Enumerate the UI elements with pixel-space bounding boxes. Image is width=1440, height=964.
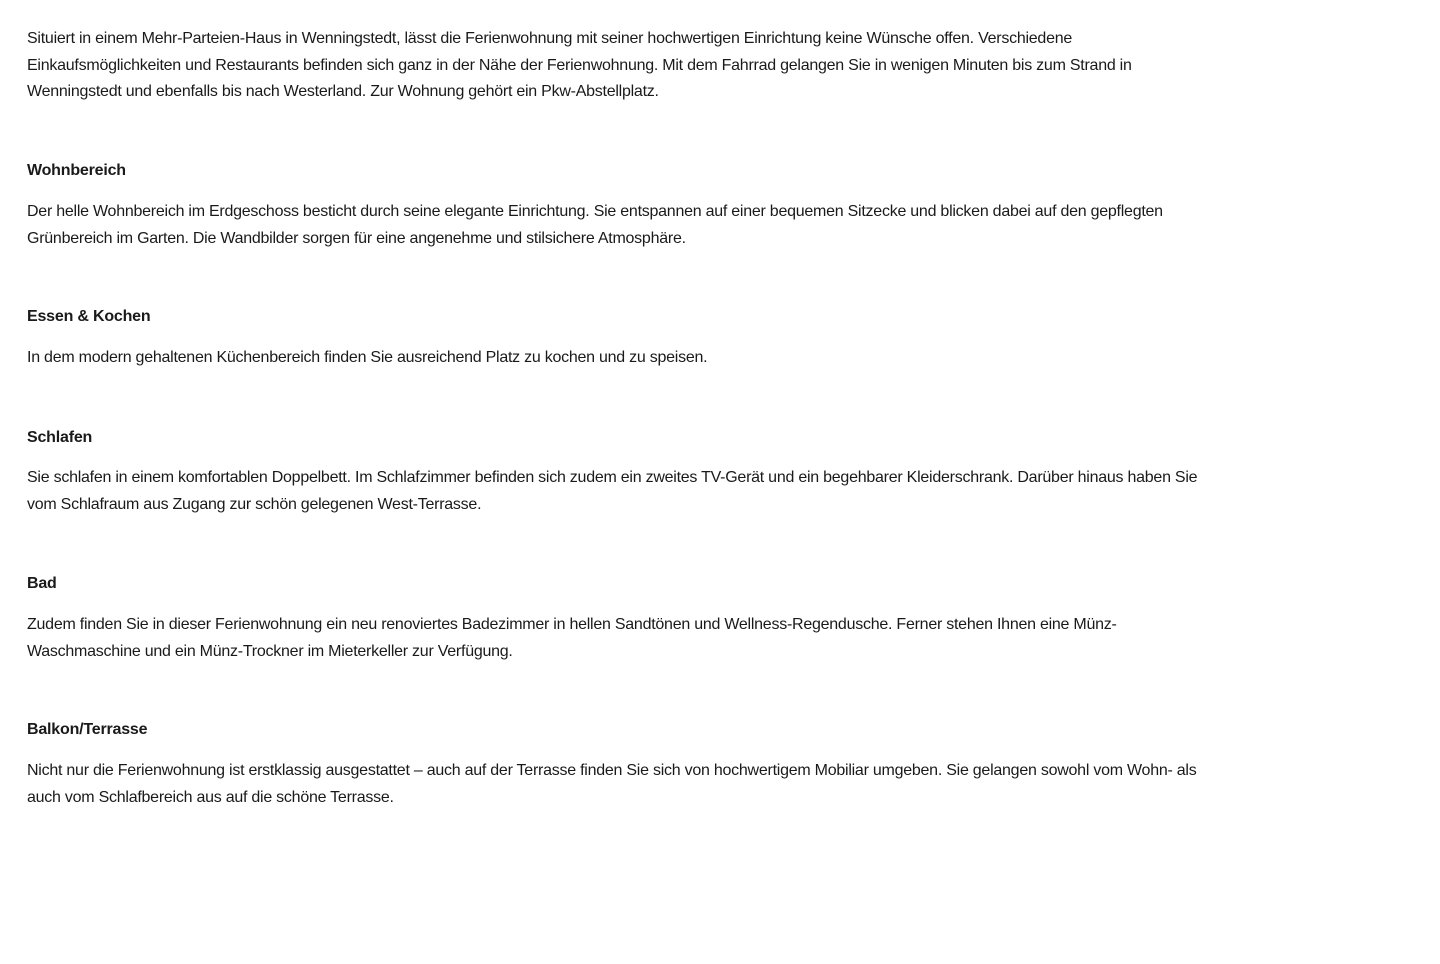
section-text-schlafen — [27, 465, 1197, 518]
text-line: Waschmaschine und ein Münz-Trockner im Mieterkeller zur Verfügung. — [27, 642, 513, 660]
text-line: Einkaufsmöglichkeiten und Restaurants befinden sich ganz in der Nähe der Ferienwohnung. Mit dem Fahrrad gelangen Sie in wenigen Minuten bis zum Strand in — [27, 56, 1132, 74]
text-line: Nicht nur die Ferienwohnung ist erstklassig ausgestattet – auch auf der Terrasse finden Sie sich von hochwertigem Mobiliar umgeben. Sie gelangen sowohl vom Wohn- als — [27, 762, 1197, 779]
text-line: vom Schlafraum aus Zugang zur schön gelegenen West-Terrasse. — [27, 495, 482, 513]
text-line: Situiert in einem Mehr-Parteien-Haus in Wenningstedt, lässt die Ferienwohnung mit seiner hochwertigen Einrichtung keine Wünsche offen. Verschiedene — [27, 30, 1073, 47]
text-line: Sie schlafen in einem komfortablen Doppelbett. Im Schlafzimmer befinden sich zudem ein zweites TV-Gerät und ein begehbarer Kleiderschrank. Darüber hinaus haben Sie — [27, 469, 1198, 486]
text-line: Grünbereich im Garten. Die Wandbilder sorgen für eine angenehme und stilsichere Atmosphäre. — [27, 229, 686, 247]
section-heading-balkon-terrasse: Balkon/Terrasse — [27, 721, 148, 738]
section-text-wohnbereich — [27, 199, 1163, 252]
section-text-balkon-terrasse — [27, 758, 1196, 811]
section-text-essen-kochen — [27, 345, 707, 372]
text-line: In dem modern gehaltenen Küchenbereich finden Sie ausreichend Platz zu kochen und zu speisen. — [27, 349, 708, 366]
section-heading-essen-kochen: Essen & Kochen — [27, 308, 151, 325]
text-line: auch vom Schlafbereich aus auf die schöne Terrasse. — [27, 788, 394, 806]
intro-paragraph — [27, 26, 1132, 106]
text-line: Der helle Wohnbereich im Erdgeschoss besticht durch seine elegante Einrichtung. Sie entspannen auf einer bequemen Sitzecke und blicken dabei auf den gepflegten — [27, 203, 1163, 220]
text-line: Wenningstedt und ebenfalls bis nach Westerland. Zur Wohnung gehört ein Pkw-Abstellplatz. — [27, 83, 659, 100]
section-heading-schlafen: Schlafen — [27, 429, 93, 446]
section-heading-wohnbereich: Wohnbereich — [27, 162, 126, 179]
text-line: Zudem finden Sie in dieser Ferienwohnung ein neu renoviertes Badezimmer in hellen Sandtönen und Wellness-Regendusche. Ferner stehen Ihnen eine Münz- — [27, 616, 1117, 633]
section-text-bad — [27, 612, 1117, 665]
section-heading-bad: Bad — [27, 575, 57, 592]
